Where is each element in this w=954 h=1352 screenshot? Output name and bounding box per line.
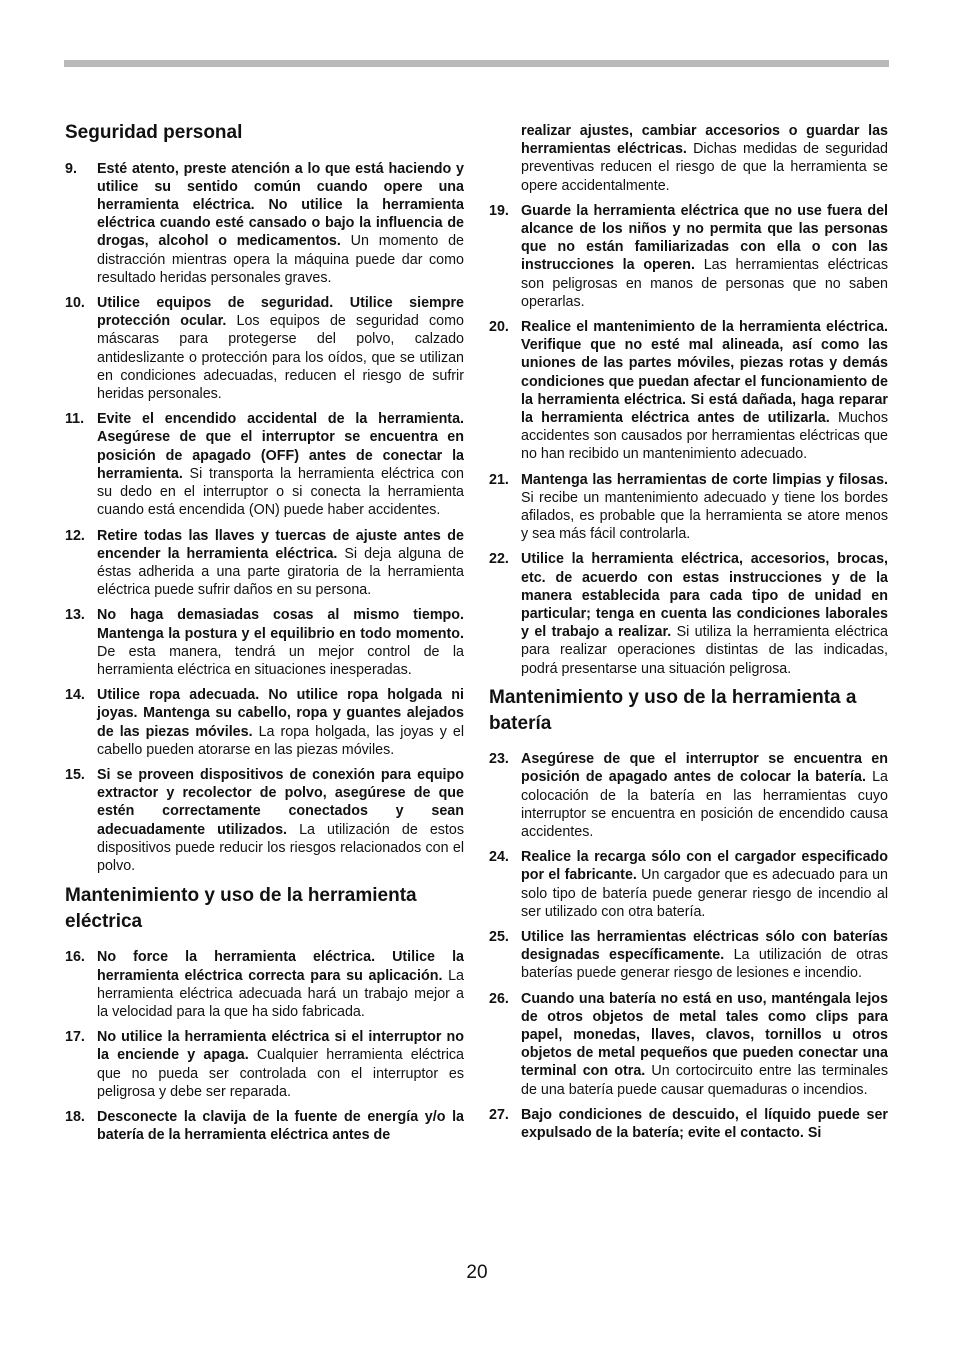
item-body [521,990,888,1099]
list-item [489,848,888,921]
list-item [65,527,464,600]
item-text: Si transporta la herramienta eléctrica con su dedo en el interruptor o si conecta la herramienta cuando está encendida (ON) puede haber accidentes. [97,465,464,519]
list-item [489,1106,888,1142]
item-bold-text: No haga demasiadas cosas al mismo tiempo. Mantenga la postura y el equilibrio en todo momento. [97,607,464,642]
list-item [65,160,464,287]
item-number: 9. [65,160,77,177]
item-bold-text: Mantenga las herramientas de corte limpias y filosas. [521,471,888,488]
item-bold-text: No utilice la herramienta eléctrica si el interruptor no la enciende y apaga. [97,1029,464,1064]
item-text: Un cortocircuito entre las terminales de una batería puede causar quemaduras o incendios. [521,1063,888,1098]
item-body [521,1106,888,1142]
item-body [97,948,464,1021]
item-body [97,1028,464,1101]
item-number: 27. [489,1106,509,1123]
item-number: 25. [489,929,509,945]
item-bold-text: Realice el mantenimiento de la herramienta eléctrica. Verifique que no esté mal alineada, así como las uniones de las partes móviles, piezas rotas y demás condiciones que puedan afectar el funcionamiento de la herramienta eléctrica. Si está dañada, haga reparar la herramienta eléctrica antes de utilizarla. [521,319,888,427]
item-text: Muchos accidentes son causados por herramientas eléctricas que no han recibido un mantenimiento adecuado. [521,410,888,463]
list-item [65,294,464,403]
item-number: 11. [65,411,85,428]
header-rule [64,60,889,67]
list-item [65,686,464,759]
continued-item-18-text: Dichas medidas de seguridad preventivas reducen el riesgo de que la herramienta se opere accidentalmente. [521,141,889,194]
item-bold-text: Retire todas las llaves y tuercas de ajuste antes de encender la herramienta eléctrica. [97,527,464,562]
item-text: La utilización de estos dispositivos puede reducir los riesgos relacionados con el polvo. [97,821,465,874]
item-body [521,202,888,311]
item-text: Un momento de distracción mientras opera la máquina puede dar como resultado heridas personales graves. [97,233,464,286]
item-body [521,318,888,464]
item-text: Los equipos de seguridad como máscaras para protegerse del polvo, calzado antideslizante o protección para los oídos, que se utilizan en condiciones adecuadas, reducen el riesgo de sufrir heridas personales. [97,313,464,403]
item-body [97,160,464,287]
list-item [65,1028,464,1101]
item-body [521,550,888,677]
item-bold-text: Evite el encendido accidental de la herramienta. Asegúrese de que el interruptor se encuentra en posición de apagado (OFF) antes de conectar la herramienta. [97,411,464,482]
item-bold-text: Cuando una batería no está en uso, manténgala lejos de otros objetos de metal tales como clips para papel, monedas, llaves, clavos, tornillos u otros objetos de metal pequeños que pueden conectar una terminal con otra. [521,990,888,1080]
item-number: 12. [65,527,85,544]
item-number: 22. [489,551,509,568]
item-text: La herramienta eléctrica adecuada hará un trabajo mejor a la velocidad para la que ha sido fabricada. [97,967,465,1021]
list-item [65,766,464,875]
item-text: La ropa holgada, las joyas y el cabello pueden atorarse en las piezas móviles. [97,723,464,758]
item-body [97,1108,464,1144]
item-number: 16. [65,949,85,966]
list-item [489,202,888,311]
item-number: 24. [489,849,509,866]
list-item [65,948,464,1021]
item-bold-text: Desconecte la clavija de la fuente de energía y/o la batería de la herramienta eléctrica antes de [97,1109,464,1144]
list-item [489,318,888,464]
item-text: Cualquier herramienta eléctrica que no pueda ser controlada con el interruptor es peligrosa y debe ser reparada. [97,1047,465,1100]
item-number: 26. [489,990,509,1007]
heading-battery-maintenance: Mantenimiento y uso de la herramienta a batería [489,686,857,734]
item-text: Las herramientas eléctricas son peligrosas en manos de personas que no saben operarlas. [521,257,888,310]
item-number: 18. [65,1109,85,1126]
item-text: Si deja alguna de éstas adherida a una parte giratoria de la herramienta eléctrica puede sufrir daños en su persona. [97,545,465,599]
page-number: 20 [466,1262,488,1283]
list-item [489,471,888,544]
item-body [97,294,464,403]
item-text: La utilización de otras baterías puede generar riesgo de lesiones e incendio. [521,947,888,982]
continued-item-18-bold: realizar ajustes, cambiar accesorios o guardar las herramientas eléctricas. [521,123,888,158]
item-body [521,750,888,841]
item-bold-text: Utilice ropa adecuada. No utilice ropa holgada ni joyas. Mantenga su cabello, ropa y guantes alejados de las piezas móviles. [97,687,464,740]
list-item [65,410,464,519]
item-bold-text: Bajo condiciones de descuido, el líquido puede ser expulsado de la batería; evite el contacto. Si [521,1106,888,1142]
item-number: 14. [65,687,85,704]
list-personal-safety [65,160,464,876]
list-item [489,550,888,677]
item-number: 17. [65,1029,85,1046]
item-bold-text: Utilice la herramienta eléctrica, accesorios, brocas, etc. de acuerdo con estas instrucciones y de la manera establecida para cada tipo de unidad en particular; tenga en cuenta las condiciones laborales y el trabajo a realizar. [521,551,888,641]
item-bold-text: Utilice las herramientas eléctricas sólo con baterías designadas específicamente. [521,929,888,964]
item-bold-text: Si se proveen dispositivos de conexión para equipo extractor y recolector de polvo, asegúrese de que estén correctamente conectados y sean adecuadamente utilizados. [97,766,464,838]
left-column [65,120,464,1151]
item-text: Si utiliza la herramienta eléctrica para realizar operaciones distintas de las indicadas, podrá presentarse una situación peligrosa. [521,624,888,677]
item-number: 20. [489,319,509,336]
item-body [97,686,464,759]
item-number: 10. [65,295,85,312]
list-item [489,990,888,1099]
item-number: 13. [65,607,85,624]
item-body [521,471,888,544]
item-bold-text: Esté atento, preste atención a lo que está haciendo y utilice su sentido común cuando opere una herramienta eléctrica. No utilice la herramienta eléctrica cuando esté cansado o bajo la influencia de drogas, alcohol o medicamentos. [97,160,464,250]
item-text: La colocación de la batería en las herramientas cuyo interruptor se encuentra en posición de encendido causa accidentes. [521,769,889,840]
heading-personal-safety: Seguridad personal [65,122,243,143]
item-bold-text: Realice la recarga sólo con el cargador especificado por el fabricante. [521,849,888,884]
item-number: 19. [489,202,509,219]
item-bold-text: No force la herramienta eléctrica. Utilice la herramienta eléctrica correcta para su aplicación. [97,949,464,984]
list-item [65,1108,464,1144]
item-body [97,527,464,600]
item-bold-text: Utilice equipos de seguridad. Utilice siempre protección ocular. [97,295,464,330]
item-number: 15. [65,766,85,783]
item-bold-text: Guarde la herramienta eléctrica que no use fuera del alcance de los niños y no permita que las personas que no están familiarizadas con ella o con las instrucciones la operen. [521,202,888,274]
continued-item-18 [521,122,888,195]
list-item [489,750,888,841]
item-body [97,410,464,519]
item-text: Si recibe un mantenimiento adecuado y tiene los bordes afilados, es probable que la herramienta se atore menos y sea más fácil controlarla. [521,489,888,543]
heading-tool-maintenance: Mantenimiento y uso de la herramienta eléctrica [65,885,417,932]
item-text: Un cargador que es adecuado para un solo tipo de batería puede generar riesgo de incendio al ser utilizado con otra batería. [521,867,888,920]
item-number: 23. [489,751,509,768]
item-number: 21. [489,471,509,488]
list-item [489,928,888,983]
item-body [521,928,888,983]
item-body [97,606,464,679]
item-body [97,766,464,875]
item-body [521,848,888,921]
list-battery-maintenance [489,750,888,1142]
list-tool-maintenance-continued [489,202,888,678]
right-column [489,122,888,1149]
item-text: De esta manera, tendrá un mejor control de la herramienta eléctrica en situaciones inesperadas. [97,643,464,678]
item-bold-text: Asegúrese de que el interruptor se encuentra en posición de apagado antes de colocar la batería. [521,751,888,786]
list-item [65,606,464,679]
list-tool-maintenance [65,948,464,1144]
